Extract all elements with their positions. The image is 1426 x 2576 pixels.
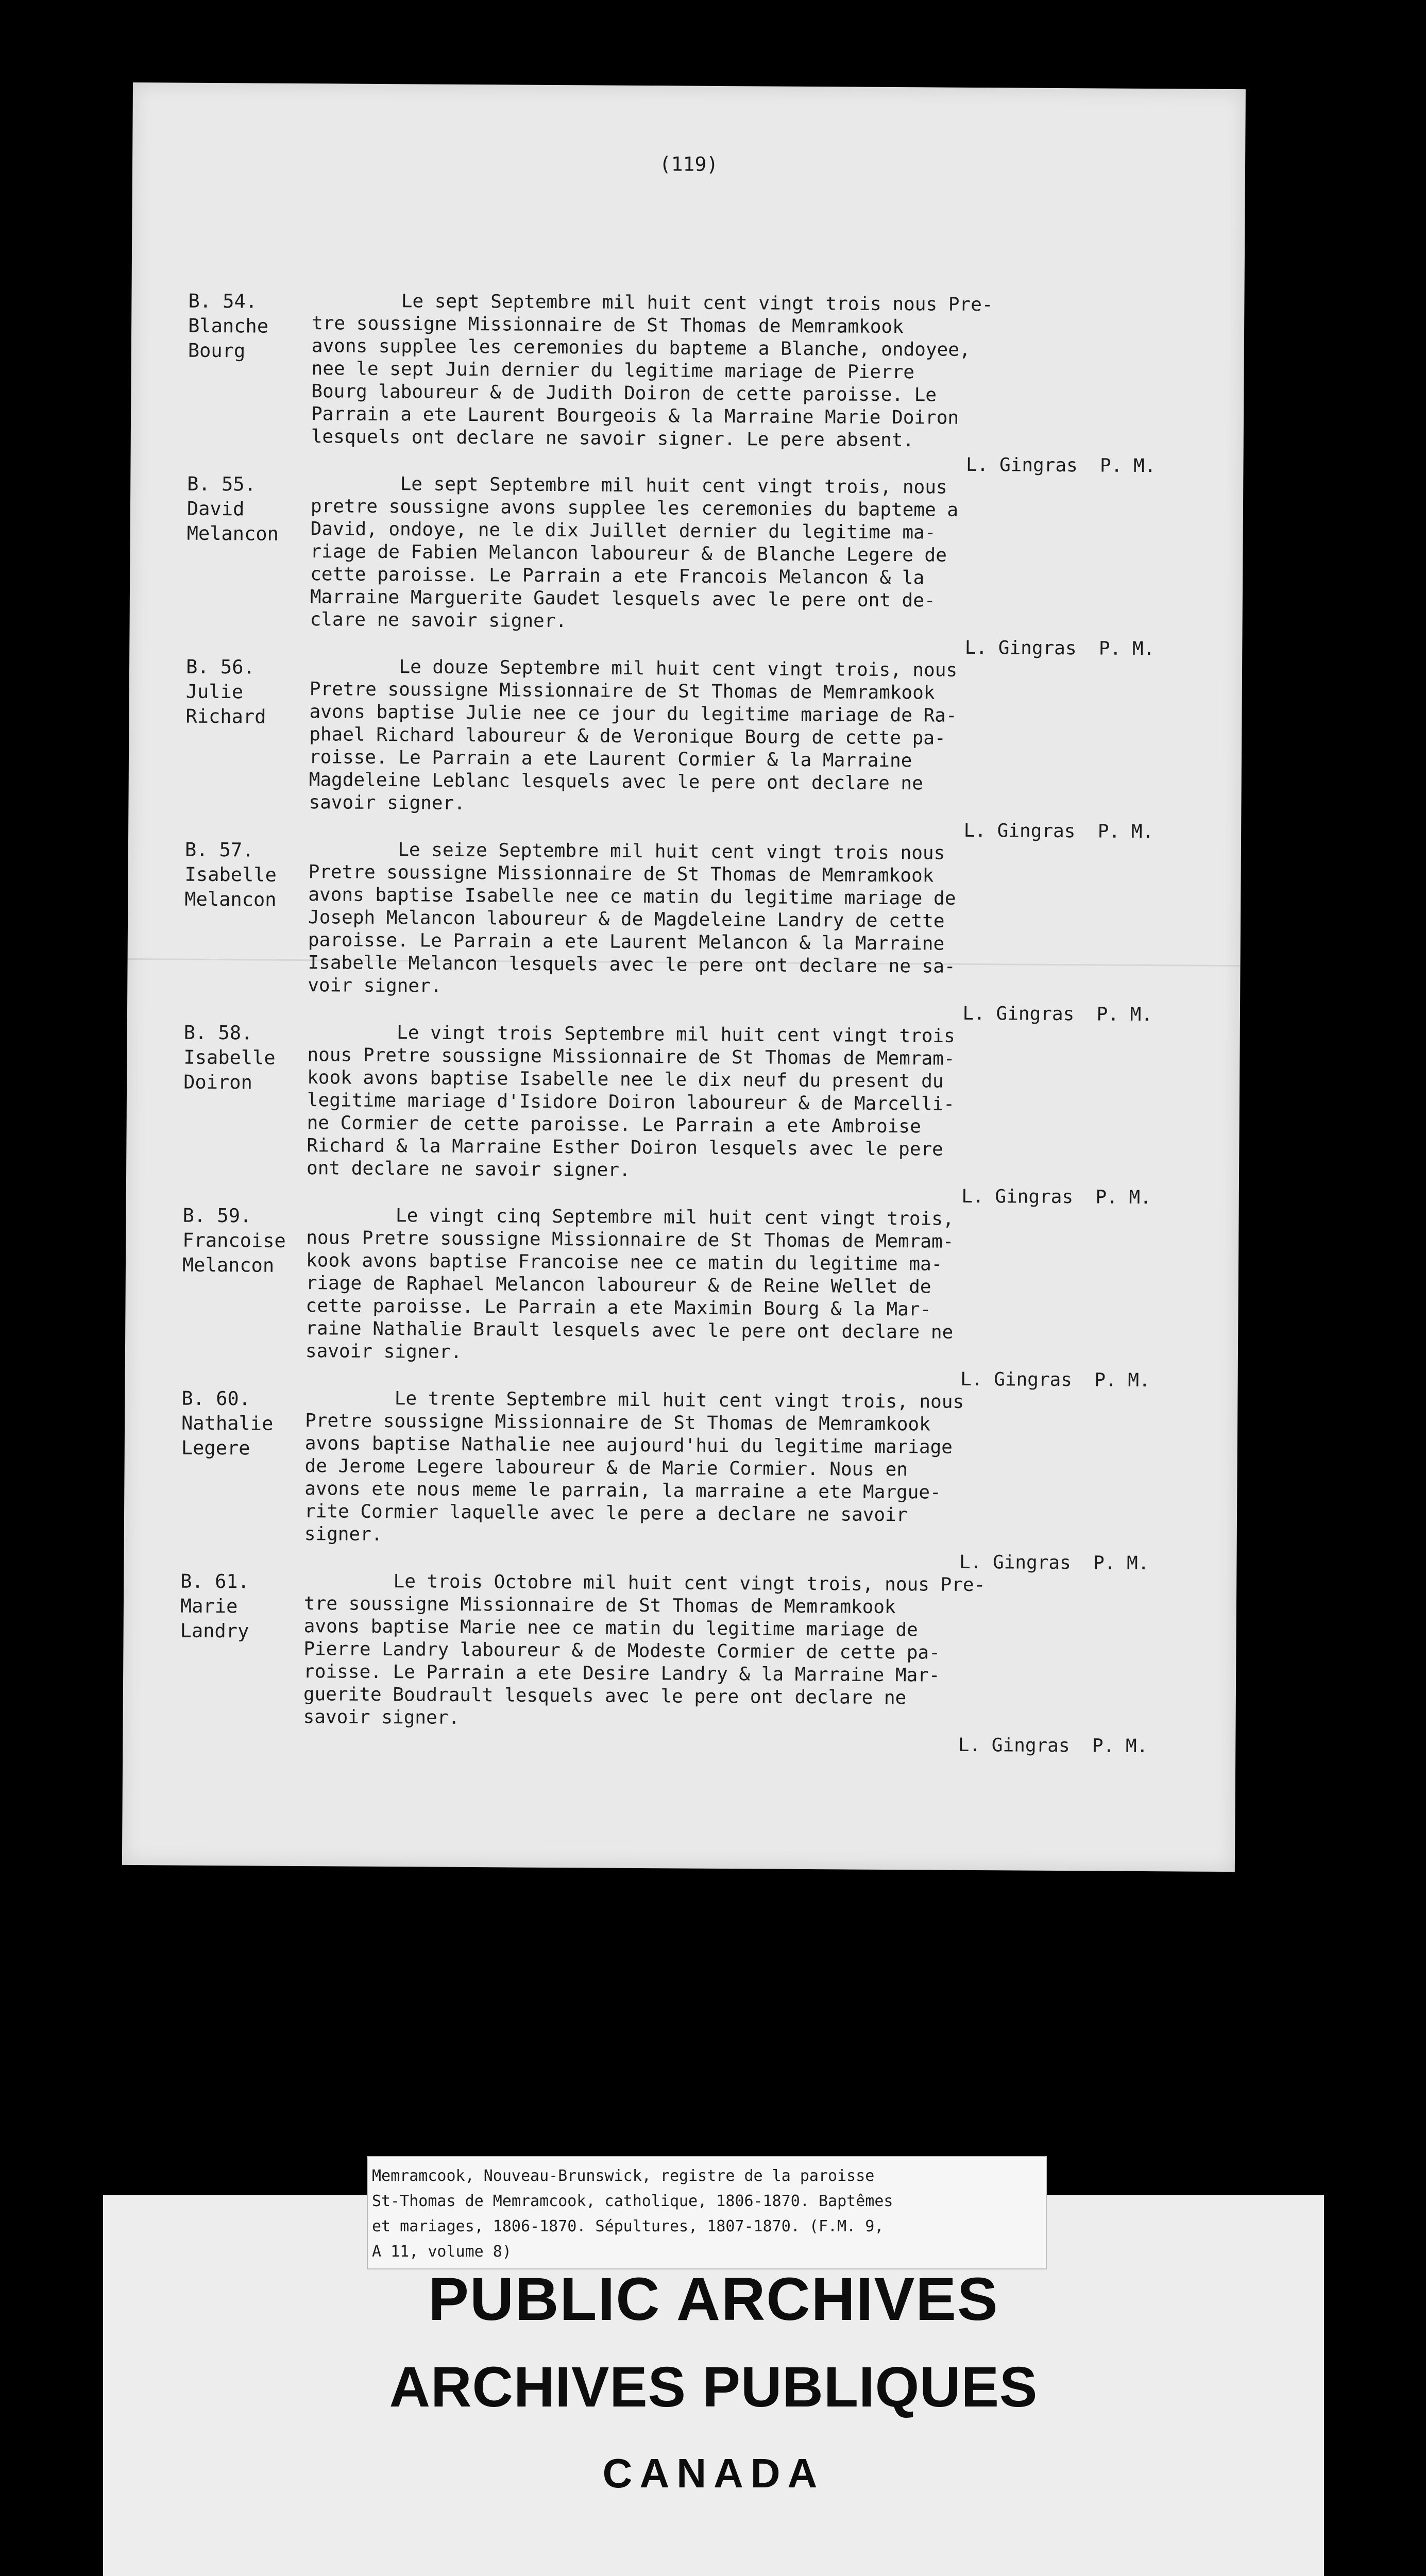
- entry-text-line: David, ondoye, ne le dix Juillet dernier du legitime ma-: [310, 518, 936, 544]
- entry-body-text: [311, 290, 1178, 453]
- entry-text-line: raine Nathalie Brault lesquels avec le pere ont declare ne: [305, 1318, 954, 1343]
- baptism-entry: [186, 472, 1176, 661]
- entry-number: B. 61.: [180, 1570, 250, 1593]
- entry-text-line: avons ete nous meme le parrain, la marraine a ete Margue-: [304, 1478, 941, 1503]
- entry-text-line: tre soussigne Missionnaire de St Thomas de Memramkook: [303, 1593, 896, 1618]
- entry-text-line: ne Cormier de cette paroisse. Le Parrain a ete Ambroise: [307, 1112, 921, 1138]
- entry-text-line: Le douze Septembre mil huit cent vingt trois, nous: [309, 656, 958, 681]
- entry-text-line: clare ne savoir signer.: [310, 609, 567, 632]
- entry-text-line: de Jerome Legere laboureur & de Marie Cormier. Nous en: [304, 1455, 908, 1481]
- entry-text-line: Pretre soussigne Missionnaire de St Thomas de Memramkook: [308, 861, 934, 887]
- entry-text-line: Le seize Septembre mil huit cent vingt trois nous: [308, 839, 945, 864]
- entry-text-line: nous Pretre soussigne Missionnaire de St Thomas de Memram-: [307, 1044, 955, 1070]
- entry-text-line: nous Pretre soussigne Missionnaire de St Thomas de Memram-: [306, 1227, 954, 1252]
- entry-name: Bourg: [188, 339, 246, 362]
- entry-text-line: Pretre soussigne Missionnaire de St Thomas de Memramkook: [305, 1410, 930, 1435]
- baptism-entry: [184, 838, 1174, 1027]
- entry-name: Francoise: [182, 1229, 286, 1252]
- entry-text-line: Le vingt trois Septembre mil huit cent vingt trois: [307, 1022, 955, 1047]
- entry-margin-note: [187, 472, 311, 547]
- entry-text-line: avons baptise Nathalie nee aujourd'hui du legitime mariage: [304, 1433, 953, 1458]
- entry-text-line: pretre soussigne avons supplee les ceremonies du bapteme a: [310, 496, 959, 521]
- entry-signature: L. Gingras P. M.: [964, 637, 1155, 660]
- entry-margin-note: [184, 838, 309, 912]
- entry-signature: L. Gingras P. M.: [961, 1185, 1151, 1209]
- register-page: [122, 82, 1246, 1872]
- entry-text-line: Le sept Septembre mil huit cent vingt trois, nous: [311, 473, 947, 498]
- archive-country: CANADA: [602, 2450, 825, 2496]
- entry-text-line: cette paroisse. Le Parrain a ete Francois Melancon & la: [310, 564, 925, 589]
- entry-text-line: cette paroisse. Le Parrain a ete Maximin Bourg & la Mar-: [305, 1295, 931, 1320]
- entry-text-line: nee le sept Juin dernier du legitime mariage de Pierre: [311, 358, 915, 383]
- entry-number: B. 58.: [183, 1021, 253, 1044]
- entry-text-line: avons supplee les ceremonies du bapteme a Blanche, ondoyee,: [311, 335, 971, 361]
- entry-name: Marie: [180, 1595, 238, 1618]
- caption-line: St-Thomas de Memramcook, catholique, 1806-1870. Baptêmes: [372, 2192, 893, 2210]
- entry-text-line: avons baptise Isabelle nee ce matin du legitime mariage de: [308, 884, 956, 909]
- entry-text-line: riage de Raphael Melancon laboureur & de Reine Wellet de: [305, 1273, 931, 1298]
- entry-body-text: [309, 655, 1175, 819]
- entry-name: Melancon: [182, 1253, 275, 1277]
- entry-number: B. 56.: [185, 655, 255, 679]
- entry-body-text: [310, 472, 1177, 636]
- entry-text-line: savoir signer.: [303, 1706, 460, 1728]
- entry-signature: L. Gingras P. M.: [958, 1734, 1148, 1757]
- entry-number: B. 59.: [182, 1204, 252, 1227]
- archive-caption-label: [367, 2156, 1047, 2269]
- entry-margin-note: [181, 1386, 305, 1461]
- entry-text-line: Pierre Landry laboureur & de Modeste Cormier de cette pa-: [303, 1638, 940, 1664]
- entry-text-line: Bourg laboureur & de Judith Doiron de cette paroisse. Le: [311, 381, 937, 406]
- baptism-entry: [180, 1386, 1170, 1575]
- entry-text-line: Le vingt cinq Septembre mil huit cent vingt trois,: [306, 1205, 954, 1230]
- entry-text-line: avons baptise Marie nee ce matin du legitime mariage de: [303, 1616, 918, 1641]
- entry-text-line: Le trois Octobre mil huit cent vingt trois, nous Pre-: [304, 1570, 986, 1596]
- entry-text-line: Joseph Melancon laboureur & de Magdeleine Landry de cette: [308, 907, 945, 932]
- entry-text-line: voir signer.: [308, 975, 442, 997]
- entry-body-text: [307, 1021, 1173, 1185]
- entry-signature: L. Gingras P. M.: [963, 820, 1154, 843]
- entry-text-line: riage de Fabien Melancon laboureur & de Blanche Legere de: [310, 541, 947, 566]
- caption-line: Memramcook, Nouveau-Brunswick, registre de la paroisse: [372, 2167, 875, 2185]
- entry-name: Landry: [180, 1619, 249, 1642]
- entry-body-text: [308, 838, 1174, 1002]
- entry-signature: L. Gingras P. M.: [959, 1551, 1149, 1574]
- entry-name: Melancon: [184, 888, 277, 911]
- entry-number: B. 54.: [188, 290, 258, 313]
- entry-text-line: Magdeleine Leblanc lesquels avec le pere ont declare ne: [309, 769, 923, 794]
- entry-name: Blanche: [188, 314, 269, 337]
- entry-name: Legere: [181, 1436, 250, 1460]
- entry-text-line: roisse. Le Parrain a ete Laurent Cormier & la Marraine: [309, 747, 912, 772]
- entry-text-line: tre soussigne Missionnaire de St Thomas de Memramkook: [312, 313, 904, 338]
- baptism-entry: [179, 1569, 1169, 1758]
- entry-margin-note: [185, 655, 310, 730]
- entry-text-line: savoir signer.: [305, 1341, 462, 1363]
- entry-text-line: Pretre soussigne Missionnaire de St Thomas de Memramkook: [309, 679, 935, 704]
- entry-text-line: Le sept Septembre mil huit cent vingt trois nous Pre-: [312, 290, 993, 316]
- entry-body-text: [304, 1387, 1171, 1551]
- entry-margin-note: [180, 1569, 304, 1644]
- baptism-entry: [183, 1021, 1173, 1210]
- entry-signature: L. Gingras P. M.: [962, 1003, 1153, 1026]
- entry-name: Richard: [185, 705, 266, 728]
- entry-name: Isabelle: [184, 863, 277, 886]
- entry-text-line: roisse. Le Parrain a ete Desire Landry & la Marraine Mar-: [303, 1661, 940, 1686]
- entry-text-line: signer.: [304, 1523, 383, 1546]
- entry-number: B. 57.: [184, 838, 254, 861]
- entry-text-line: savoir signer.: [309, 792, 466, 814]
- entry-text-line: Richard & la Marraine Esther Doiron lesquels avec le pere: [307, 1135, 943, 1160]
- entry-text-line: kook avons baptise Isabelle nee le dix neuf du present du: [307, 1067, 944, 1092]
- baptism-entry: [182, 1204, 1172, 1393]
- caption-line: A 11, volume 8): [372, 2243, 512, 2261]
- entry-text-line: legitime mariage d'Isidore Doiron laboureur & de Marcelli-: [307, 1090, 955, 1115]
- entry-number: B. 60.: [181, 1387, 251, 1410]
- entry-text-line: rite Cormier laquelle avec le pere a declare ne savoir: [304, 1501, 908, 1526]
- entry-text-line: lesquels ont declare ne savoir signer. Le pere absent.: [311, 426, 914, 451]
- archive-title-french: ARCHIVES PUBLIQUES: [389, 2355, 1038, 2419]
- entry-name: Nathalie: [181, 1412, 274, 1435]
- entry-name: Melancon: [186, 522, 279, 545]
- entry-signature: L. Gingras P. M.: [960, 1368, 1150, 1392]
- caption-line: et mariages, 1806-1870. Sépultures, 1807-1870. (F.M. 9,: [372, 2217, 884, 2235]
- entry-text-line: Isabelle Melancon lesquels avec le pere ont declare ne sa-: [308, 952, 956, 977]
- baptism-entry: [185, 655, 1175, 844]
- archive-title-english: PUBLIC ARCHIVES: [428, 2265, 999, 2333]
- entry-number: B. 55.: [187, 472, 257, 496]
- entry-margin-note: [188, 289, 312, 364]
- entry-name: Julie: [185, 680, 244, 703]
- entry-text-line: Marraine Marguerite Gaudet lesquels avec le pere ont de-: [310, 586, 936, 612]
- entry-name: David: [186, 497, 245, 520]
- entry-text-line: Le trente Septembre mil huit cent vingt trois, nous: [305, 1387, 964, 1413]
- entry-body-text: [305, 1204, 1172, 1368]
- entry-text-line: paroisse. Le Parrain a ete Laurent Melancon & la Marraine: [308, 929, 945, 955]
- entry-margin-note: [182, 1204, 307, 1278]
- entry-name: Doiron: [183, 1071, 252, 1094]
- entry-text-line: guerite Boudrault lesquels avec le pere ont declare ne: [303, 1684, 907, 1709]
- entry-name: Isabelle: [183, 1046, 276, 1069]
- entry-signature: L. Gingras P. M.: [965, 454, 1156, 477]
- entry-text-line: ont declare ne savoir signer.: [307, 1158, 631, 1181]
- page-number: (119): [659, 152, 719, 176]
- entry-text-line: avons baptise Julie nee ce jour du legitime mariage de Ra-: [309, 701, 957, 726]
- entry-text-line: kook avons baptise Francoise nee ce matin du legitime ma-: [305, 1250, 943, 1275]
- entry-body-text: [303, 1570, 1169, 1734]
- entry-text-line: Parrain a ete Laurent Bourgeois & la Marraine Marie Doiron: [311, 403, 959, 429]
- entry-margin-note: [183, 1021, 308, 1095]
- baptism-entry: [187, 289, 1177, 478]
- entry-text-line: phael Richard laboureur & de Veronique Bourg de cette pa-: [309, 724, 946, 749]
- register-entries: [179, 289, 1177, 1758]
